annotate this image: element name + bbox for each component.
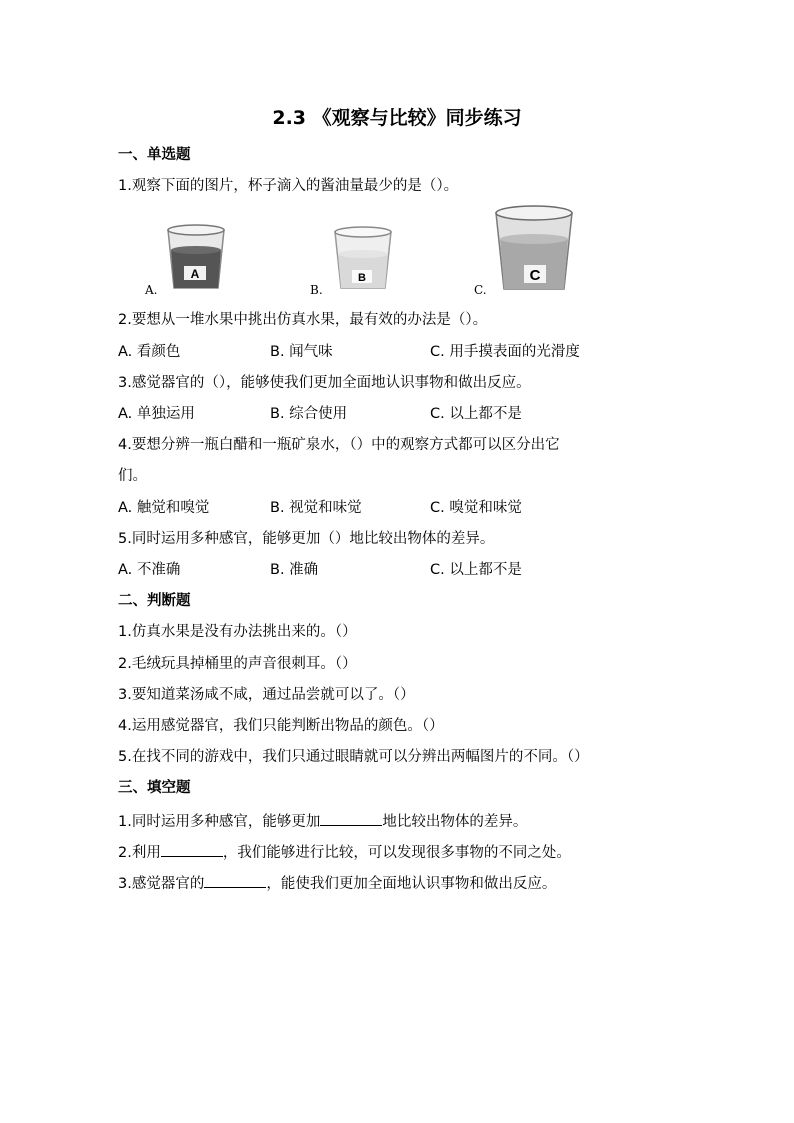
judge-item-4: 4.运用感觉器官，我们只能判断出物品的颜色。（） <box>118 718 444 734</box>
page-title: 2.3 《观察与比较》同步练习 <box>272 107 522 129</box>
section-heading-fill-blank: 三、填空题 <box>118 780 191 796</box>
cup-a-image <box>160 222 232 292</box>
cup-c-label: C <box>529 267 541 284</box>
question-2-option-a: A. 看颜色 <box>118 344 181 360</box>
cup-a-option: A. <box>145 283 158 297</box>
cup-b-label: B <box>358 272 366 284</box>
fill-item-1 <box>118 810 527 832</box>
question-3-option-a: A. 单独运用 <box>118 406 195 422</box>
question-3-option-b: B. 综合使用 <box>270 406 348 422</box>
question-2-option-c: C. 用手摸表面的光滑度 <box>430 344 580 360</box>
fill-item-1-before: 1.同时运用多种感官，能够更加 <box>118 814 321 830</box>
question-2-text: 2.要想从一堆水果中挑出仿真水果，最有效的办法是（）。 <box>118 312 488 328</box>
judge-item-3: 3.要知道菜汤咸不咸，通过品尝就可以了。（） <box>118 687 415 703</box>
judge-item-5: 5.在找不同的游戏中，我们只通过眼睛就可以分辨出两幅图片的不同。（） <box>118 749 589 765</box>
cup-c-option: C. <box>474 283 487 297</box>
fill-item-1-blank[interactable] <box>320 810 382 826</box>
section-heading-true-false: 二、判断题 <box>118 593 191 609</box>
fill-item-3 <box>118 872 556 894</box>
fill-item-3-after: ，能使我们更加全面地认识事物和做出反应。 <box>266 876 557 892</box>
question-4-option-b: B. 视觉和味觉 <box>270 500 362 516</box>
cup-c-image <box>490 201 578 293</box>
judge-item-1: 1.仿真水果是没有办法挑出来的。（） <box>118 624 357 640</box>
question-1-text: 1.观察下面的图片，杯子滴入的酱油量最少的是（）。 <box>118 178 459 194</box>
cup-a-label: A <box>190 267 200 281</box>
question-5-text: 5.同时运用多种感官，能够更加（）地比较出物体的差异。 <box>118 531 495 547</box>
question-4-text-line2: 们。 <box>118 468 147 484</box>
fill-item-2-blank[interactable] <box>161 841 223 857</box>
question-5-option-a: A. 不准确 <box>118 562 181 578</box>
question-4-text-line1: 4.要想分辨一瓶白醋和一瓶矿泉水，（）中的观察方式都可以区分出它 <box>118 437 560 453</box>
question-5-option-c: C. 以上都不是 <box>430 562 522 578</box>
judge-item-2: 2.毛绒玩具掉桶里的声音很刺耳。（） <box>118 656 357 672</box>
question-3-text: 3.感觉器官的（），能够使我们更加全面地认识事物和做出反应。 <box>118 375 531 391</box>
fill-item-1-after: 地比较出物体的差异。 <box>382 814 528 830</box>
cup-b-option: B. <box>310 283 323 297</box>
question-5-option-b: B. 准确 <box>270 562 319 578</box>
question-2-option-b: B. 闻气味 <box>270 344 333 360</box>
question-4-option-a: A. 触觉和嗅觉 <box>118 500 210 516</box>
cup-b-image <box>328 224 398 292</box>
question-4-option-c: C. 嗅觉和味觉 <box>430 500 522 516</box>
fill-item-2 <box>118 841 571 863</box>
section-heading-single-choice: 一、单选题 <box>118 147 191 163</box>
question-3-option-c: C. 以上都不是 <box>430 406 522 422</box>
fill-item-2-after: ，我们能够进行比较，可以发现很多事物的不同之处。 <box>222 845 571 861</box>
fill-item-2-before: 2.利用 <box>118 845 161 861</box>
fill-item-3-before: 3.感觉器官的 <box>118 876 205 892</box>
fill-item-3-blank[interactable] <box>204 872 266 888</box>
